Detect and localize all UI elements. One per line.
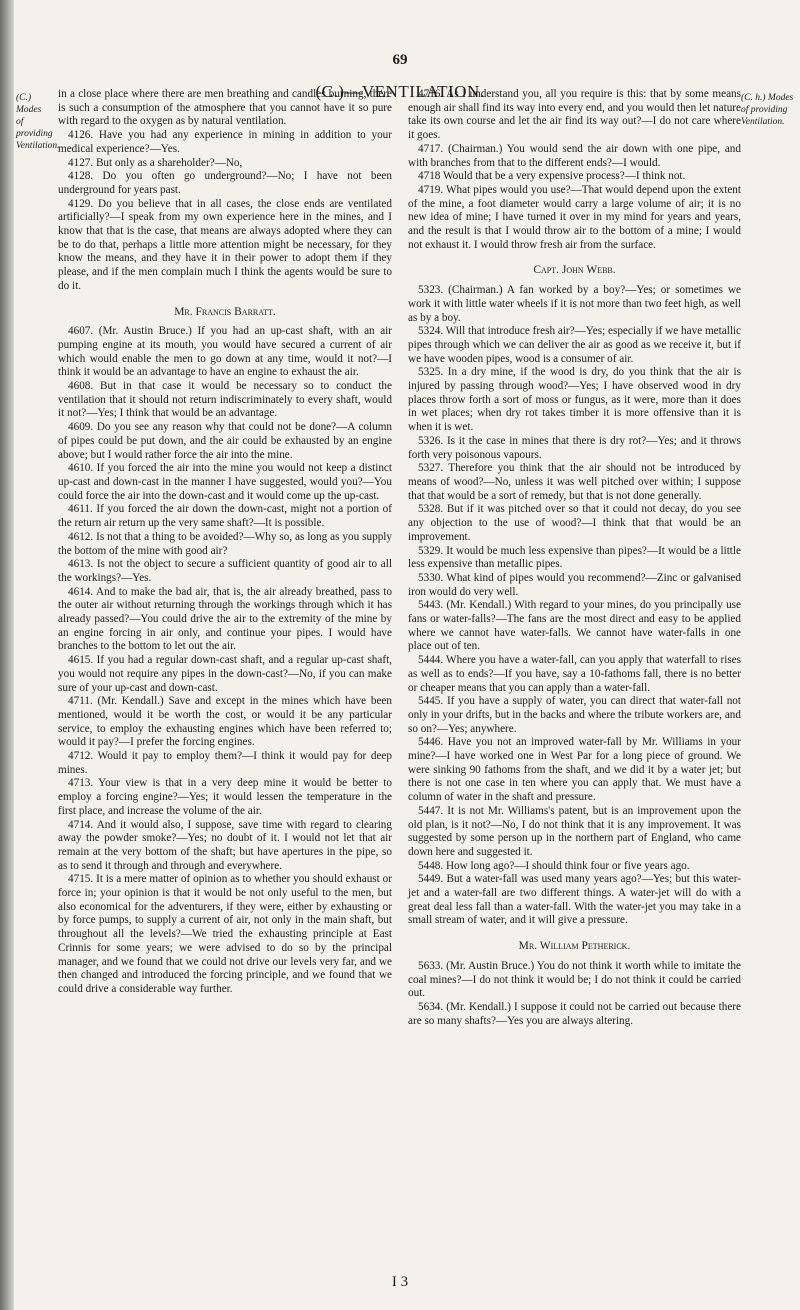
question-answer: 4129. Do you believe that in all cases, the close ends are ventilated artificially?—I speak from my own experience here in the mines, and I know that that is the case, that means are always adopted where they can be to do that, perhaps a little more attention might be necessary, for they know the means, and they have it in their power to adopt them if they please, and if the men complain much I think the agents would be sure to do it. xyxy=(58,197,392,292)
question-answer: 5634. (Mr. Kendall.) I suppose it could not be carried out because there are so many shafts?—Yes you are always altering. xyxy=(408,1001,741,1027)
question-answer: 4611. If you forced the air down the down-cast, might not a portion of the return air return up the very same shaft?—It is possible. xyxy=(58,503,392,530)
question-answer: 4608. But in that case it would be necessary so to conduct the ventilation that it should not return indiscriminately to every shaft, would it not?—Yes; I think that would be an advantage. xyxy=(58,380,392,420)
witness-heading xyxy=(408,264,741,278)
question-answer: 5446. Have you not an improved water-fall by Mr. Williams in your mine?—I have worked one in West Par for a long piece of ground. We were sinking 90 fathoms from the shaft, and we did it by a water jet; but there is not one case in ten where you can apply that. We must have a column of water in the shaft and pressure. xyxy=(408,736,741,804)
margin-note-line: of providing xyxy=(16,117,53,139)
question-answer: 5326. Is it the case in mines that there is dry rot?—Yes; and it throws forth very poisonous vapours. xyxy=(408,434,741,461)
question-answer: 4609. Do you see any reason why that could not be done?—A column of pipes could be put down, and the air could be exhausted by an engine above; but I would rather force the air into the mine. xyxy=(58,421,392,461)
question-answer: 4716. As I understand you, all you require is this: that by some means enough air shall find its way into every end, and you would then let nature take its own course and let the air find its way out?—I do not care where it goes. xyxy=(408,88,741,142)
question-answer: 4714. And it would also, I suppose, save time with regard to clearing away the powder smoke?—Yes; no doubt of it. I would not let that air remain at the very bottom of the shaft; but have apertures in the pipe, so as to send it through and through and everywhere. xyxy=(58,818,392,872)
right-margin-note xyxy=(741,92,797,128)
question-answer: 4615. If you had a regular down-cast shaft, and a regular up-cast shaft, you would not require any pipes in the down-cast?—No, if you can make sure of your up-cast and down-cast. xyxy=(58,654,392,694)
right-text-column xyxy=(408,88,741,1028)
margin-note-line: Ventilation. xyxy=(741,117,785,127)
witness-name: Capt. John Webb. xyxy=(533,264,616,277)
question-answer: 4712. Would it pay to employ them?—I think it would pay for deep mines. xyxy=(58,750,392,776)
margin-note-line: (C. h.) Modes xyxy=(741,93,794,103)
question-answer: 4610. If you forced the air into the mine you would not keep a distinct up-cast and down-cast in the manner I have suggested, would you?—You could force the air into the down-cast and it would come up the up-cast. xyxy=(58,462,392,502)
question-answer: 4126. Have you had any experience in mining in addition to your medical experience?—Yes. xyxy=(58,129,392,155)
question-answer: 5448. How long ago?—I should think four or five years ago. xyxy=(418,859,690,872)
question-answer: 5325. In a dry mine, if the wood is dry, do you think that the air is injured by passing through wood?—Yes; I have observed wood in dry places throw forth a sort of moss or fungus, as it were, more than it does in wet places; when dry rot takes timber it is more offensive than it is when it is wet. xyxy=(408,366,741,434)
witness-name: Mr. William Petherick. xyxy=(518,940,631,953)
page-number: 69 xyxy=(392,52,408,68)
question-answer: 4614. And to make the bad air, that is, the air already breathed, pass to the outer air without returning through the workings through which it has already passed?—You could drive the air to the extremity of the mine by an engine forcing in air only, and continue your pipes. I would have branches to the bottom to let out the air. xyxy=(58,585,392,653)
left-text-column xyxy=(58,88,392,997)
sheet-signature-mark: I 3 xyxy=(391,1274,409,1290)
question-answer: 5633. (Mr. Austin Bruce.) You do not think it worth while to imitate the coal mines?—I do not think it would be; I do not think it could be carried out. xyxy=(408,959,741,1000)
intro-paragraph: in a close place where there are men breathing and candles burning, there is such a consumption of the atmosphere that you cannot have it so pure with regard to the oxygen as by natural ventilation. xyxy=(58,88,392,128)
question-answer: 4607. (Mr. Austin Bruce.) If you had an up-cast shaft, with an air pumping engine at its mouth, you would have secured a current of air which would enable the men to go down at any time, would it not?—I think it would be an advantage to have an engine to exhaust the air. xyxy=(58,325,392,379)
question-answer: 4719. What pipes would you use?—That would depend upon the extent of the mine, a foot diameter would carry a large volume of air; it is no new idea of mine; I have turned it over in my mind for years and years, and the result is that I would throw air to the bottom of a mine; I would not exhaust it. I would throw fresh air from the surface. xyxy=(408,183,741,251)
question-answer: 4613. Is not the object to secure a sufficient quantity of good air to all the workings?—Yes. xyxy=(58,558,392,584)
question-answer: 5324. Will that introduce fresh air?—Yes; especially if we have metallic pipes through which we can deliver the air as good as we receive it, but if we have wooden pipes, wood is a consumer of air. xyxy=(408,325,741,365)
question-answer: 5444. Where you have a water-fall, can you apply that waterfall to rises as well as to ends?—If you have, say a 10-fathoms fall, there is no better or cheaper means that you can apply than a water-fall. xyxy=(408,654,741,694)
question-answer: 5449. But a water-fall was used many years ago?—Yes; but this water-jet and a water-fall are two different things. A water-jet will do with a great deal less fall than a water-fall. With the water-jet you may take in a small stream of water, and it will give a pressure. xyxy=(408,873,741,927)
question-answer: 4127. But only as a shareholder?—No, xyxy=(68,156,243,169)
witness-heading xyxy=(58,306,392,320)
page-binding-shadow xyxy=(0,0,14,1310)
question-answer: 4713. Your view is that in a very deep mine it would be better to employ a forcing engine?—Yes; it would lessen the temperature in the first place, and increase the volume of the air. xyxy=(58,777,392,817)
question-answer: 4717. (Chairman.) You would send the air down with one pipe, and with branches from that to the different ends?—I would. xyxy=(408,142,741,169)
question-answer: 5443. (Mr. Kendall.) With regard to your mines, do you principally use fans or water-falls?—The fans are the most direct and easy to be applied where we cannot have water-falls. We cannot have water-falls in one place out of ten. xyxy=(408,599,741,653)
question-answer: 5330. What kind of pipes would you recommend?—Zinc or galvanised iron would do very well. xyxy=(408,571,741,598)
question-answer: 5323. (Chairman.) A fan worked by a boy?—Yes; or sometimes we work it with little water wheels if it is not more than two feet high, as well as by a boy. xyxy=(408,284,741,324)
question-answer: 4718 Would that be a very expensive process?—I think not. xyxy=(418,170,686,183)
question-answer: 5447. It is not Mr. Williams's patent, but is an improvement upon the old plan, is it not?—No, I do not think that it is any improvement. It was suggested by some person up in the northern part of England, who came down here and suggested it. xyxy=(408,804,741,858)
question-answer: 5327. Therefore you think that the air should not be introduced by means of wood?—No, unless it was well pitched over within; I suppose that that would be a sort of remedy, but that is not done generally. xyxy=(408,462,741,502)
question-answer: 4128. Do you often go underground?—No; I have not been underground for years past. xyxy=(58,170,392,196)
question-answer: 5329. It would be much less expensive than pipes?—It would be a little less expensive than metallic pipes. xyxy=(408,544,741,571)
question-answer: 4612. Is not that a thing to be avoided?—Why so, as long as you supply the bottom of the mine with good air? xyxy=(58,530,392,557)
margin-note-line: of providing xyxy=(741,105,788,115)
question-answer: 4715. It is a mere matter of opinion as to whether you should exhaust or force in; your opinion is that it would be not only useful to the men, but also economical for the adventurers, if they were, either by exhausting or by force pumps, to supply a current of air, not only in the main shaft, but throughout all the levels?—We tried the exhausting principle at East Crinnis for some years; we were advised to do so by the principal manager, and we found that we could not drive our levels very far, and we then changed and introduced the forcing principle, and we found that we could drive a considerable way further. xyxy=(58,873,392,995)
margin-note-line: Ventilation. xyxy=(16,141,60,151)
question-answer: 4711. (Mr. Kendall.) Save and except in the mines which have been mentioned, would it be worth the cost, or would it be any particular service, to employ the exhausting engines which have been referred to; would it pay?—I prefer the forcing engines. xyxy=(58,695,392,749)
section-title: (C.)—VENTILATION. xyxy=(315,82,485,101)
witness-heading xyxy=(408,940,741,954)
margin-note-line: (C.) Modes xyxy=(16,93,42,115)
question-answer: 5328. But if it was pitched over so that it could not decay, do you see any objection to the use of wood?—I think that that would be an improvement. xyxy=(408,503,741,543)
left-margin-note xyxy=(16,92,60,152)
question-answer: 5445. If you have a supply of water, you can direct that water-fall not only in your drifts, but in the backs and where the tribute workers are, and so on?—Yes; anywhere. xyxy=(408,695,741,735)
witness-name: Mr. Francis Barratt. xyxy=(174,305,276,318)
